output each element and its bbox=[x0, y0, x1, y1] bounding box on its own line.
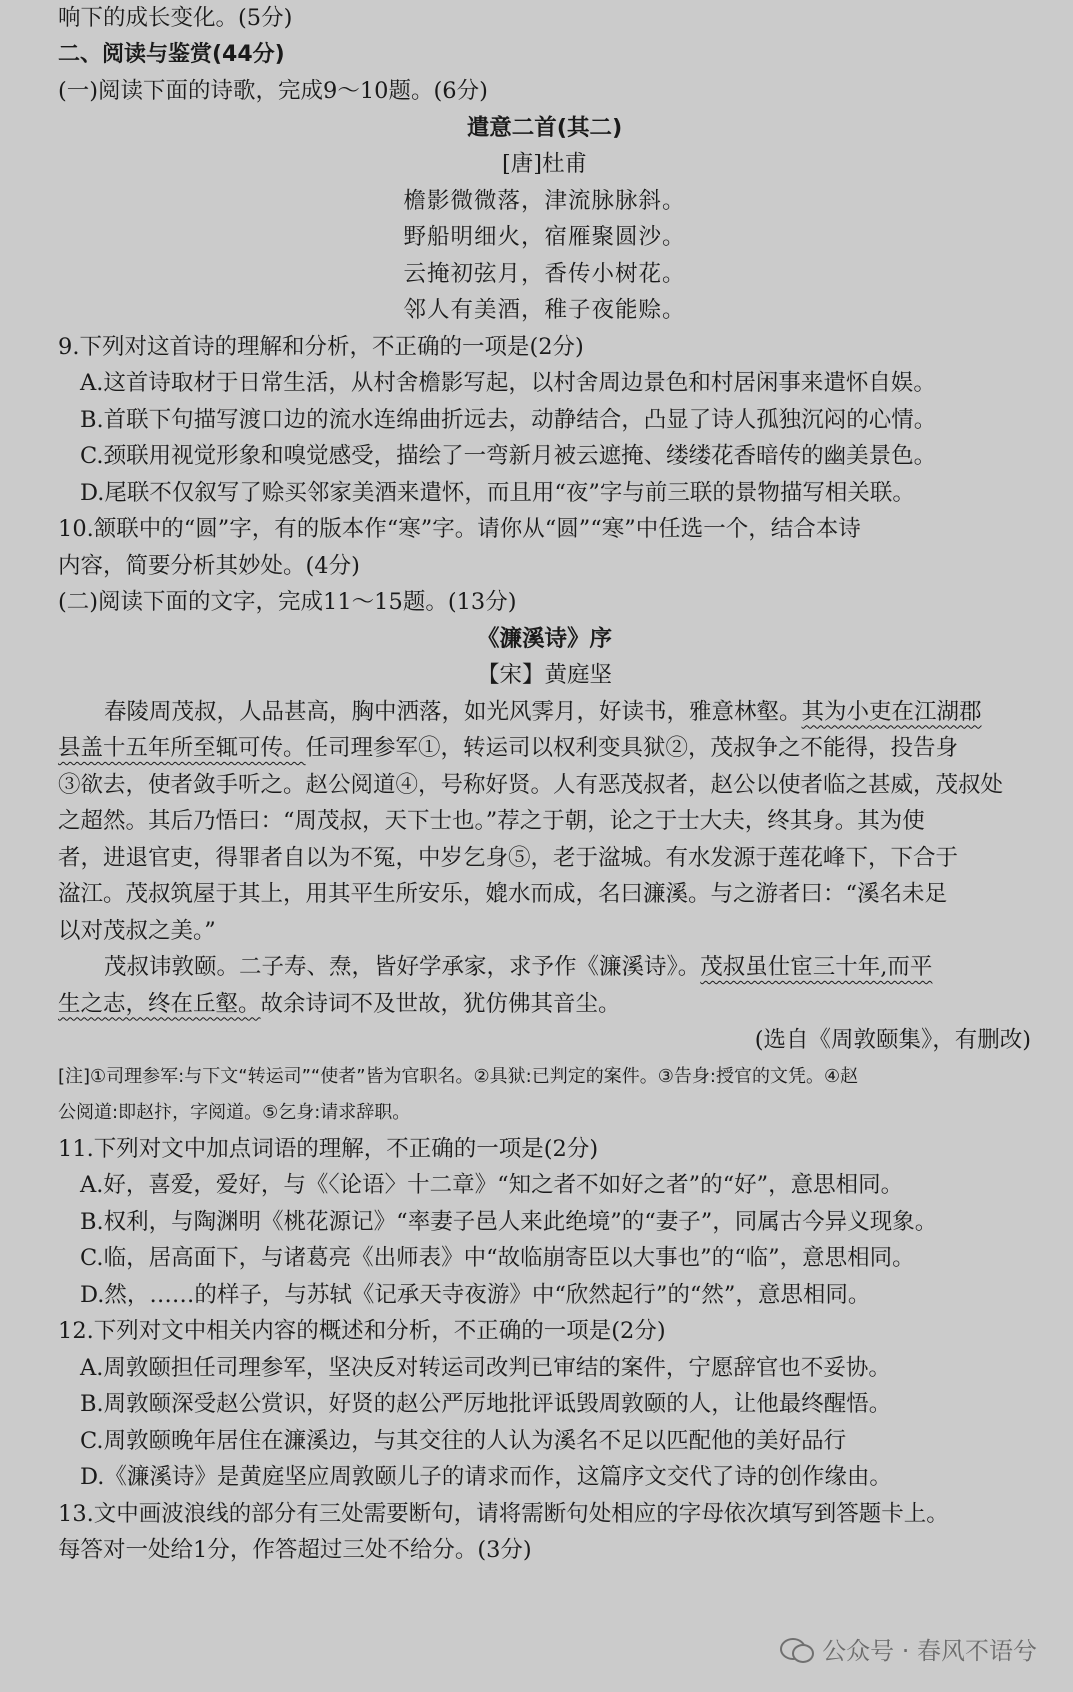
prose-author: 【宋】黄庭坚 bbox=[476, 662, 612, 688]
poem-line: 檐影微微落，津流脉脉斜。 bbox=[403, 187, 686, 214]
question-13: 13.文中画波浪线的部分有三处需要断句，请将需断句处相应的字母依次填写到答题卡上。 bbox=[58, 1500, 949, 1527]
prose-line bbox=[58, 694, 1031, 731]
q12-option-a: A.周敦颐担任司理参军，坚决反对转运司改判已审结的案件，宁愿辞官也不妥协。 bbox=[80, 1354, 891, 1381]
q9-option-d: D.尾联不仅叙写了赊买邻家美酒来遣怀，而且用“夜”字与前三联的景物描写相关联。 bbox=[80, 479, 915, 506]
prose-line: 之超然。其后乃悟曰：“周茂叔，天下士也。”荐之于朝，论之于士大夫，终其身。其为使 bbox=[58, 808, 925, 834]
poem-title: 遣意二首(其二) bbox=[466, 114, 623, 141]
wavy-underlined-text: 茂叔虽仕宦三十年,而平 bbox=[700, 954, 933, 980]
prose-line: 以对茂叔之美。” bbox=[58, 917, 216, 944]
poem-line: 邻人有美酒，稚子夜能赊。 bbox=[403, 297, 686, 323]
prose-text: 任司理参军①，转运司以权利变具狱②，茂叔争之不能得，投告身 bbox=[305, 735, 959, 761]
q11-option-b: B.权利，与陶渊明《桃花源记》“率妻子邑人来此绝境”的“妻子”，同属古今异义现象。 bbox=[80, 1208, 938, 1235]
watermark bbox=[780, 1631, 1037, 1666]
watermark-text: 公众号 · 春风不语兮 bbox=[822, 1637, 1037, 1665]
q12-option-c: C.周敦颐晚年居住在濂溪边，与其交往的人认为溪名不足以匹配他的美好品行 bbox=[80, 1427, 847, 1454]
q9-option-c: C.颈联用视觉形象和嗅觉感受，描绘了一弯新月被云遮掩、缕缕花香暗传的幽美景色。 bbox=[80, 443, 937, 469]
wavy-underlined-text: 县盖十五年所至辄可传。 bbox=[58, 735, 306, 761]
source-citation: (选自《周敦颐集》，有删改) bbox=[754, 1027, 1031, 1053]
prose-line bbox=[58, 730, 1031, 767]
wechat-icon bbox=[780, 1634, 814, 1664]
q12-option-d: D.《濂溪诗》是黄庭坚应周敦颐儿子的请求而作，这篇序文交代了诗的创作缘由。 bbox=[80, 1464, 892, 1490]
prose-line: ③欲去，使者敛手听之。赵公阅道④，号称好贤。人有恶茂叔者，赵公以使者临之甚威，茂叔处 bbox=[58, 771, 1004, 798]
q9-option-a: A.这首诗取材于日常生活，从村舍檐影写起，以村舍周边景色和村居闲事来遣怀自娱。 bbox=[80, 370, 936, 396]
q11-option-c: C.临，居高面下，与诸葛亮《出师表》中“故临崩寄臣以大事也”的“临”，意思相同。 bbox=[80, 1245, 915, 1271]
question-12: 12.下列对文中相关内容的概述和分析，不正确的一项是(2分) bbox=[58, 1318, 666, 1344]
q11-option-a: A.好，喜爱，爱好，与《〈论语〉十二章》“知之者不如好之者”的“好”，意思相同。 bbox=[80, 1172, 904, 1198]
q9-option-b: B.首联下句描写渡口边的流水连绵曲折远去，动静结合，凸显了诗人孤独沉闷的心情。 bbox=[80, 406, 937, 433]
prose-title: 《濂溪诗》序 bbox=[476, 625, 612, 652]
question-10-cont: 内容，简要分析其妙处。(4分) bbox=[58, 552, 360, 579]
footnote-line: 公阅道:即赵抃，字阅道。⑤乞身:请求辞职。 bbox=[58, 1101, 411, 1123]
part1-intro: (一)阅读下面的诗歌，完成9～10题。(6分) bbox=[58, 78, 488, 104]
prose-line bbox=[58, 986, 1031, 1023]
section-heading: 二、阅读与鉴赏(44分) bbox=[58, 41, 285, 67]
prose-text: 故余诗词不及世故，犹仿佛其音尘。 bbox=[260, 990, 621, 1017]
question-9: 9.下列对这首诗的理解和分析，不正确的一项是(2分) bbox=[58, 333, 584, 360]
question-13-cont: 每答对一处给1分，作答超过三处不给分。(3分) bbox=[58, 1537, 532, 1563]
poem-line: 云掩初弦月，香传小树花。 bbox=[403, 260, 686, 287]
footnote-line: [注]①司理参军:与下文“转运司”“使者”皆为官职名。②具狱:已判定的案件。③告身:授官的文凭。④赵 bbox=[58, 1065, 859, 1087]
prose-text: 春陵周茂叔，人品甚高，胸中洒落，如光风霁月，好读书，雅意林壑。 bbox=[104, 698, 802, 725]
wavy-underlined-text: 其为小吏在江湖郡 bbox=[801, 698, 982, 725]
prose-line bbox=[58, 949, 1031, 986]
wavy-underlined-text: 生之志，终在丘壑。 bbox=[58, 990, 261, 1017]
q12-option-b: B.周敦颐深受赵公赏识，好贤的赵公严厉地批评诋毁周敦颐的人，让他最终醒悟。 bbox=[80, 1391, 892, 1417]
question-10: 10.颔联中的“圆”字，有的版本作“寒”字。请你从“圆”“寒”中任选一个，结合本诗 bbox=[58, 516, 861, 542]
question-11: 11.下列对文中加点词语的理解，不正确的一项是(2分) bbox=[58, 1135, 599, 1162]
part2-intro: (二)阅读下面的文字，完成11～15题。(13分) bbox=[58, 589, 517, 615]
prose-line: 湓江。茂叔筑屋于其上，用其平生所安乐，媲水而成，名曰濂溪。与之游者曰：“溪名未足 bbox=[58, 881, 948, 907]
poem-author: [唐]杜甫 bbox=[501, 151, 588, 177]
text-line: 响下的成长变化。(5分) bbox=[58, 5, 293, 31]
prose-text: 茂叔讳敦颐。二子寿、焘，皆好学承家，求予作《濂溪诗》。 bbox=[104, 954, 701, 980]
prose-line: 者，进退官吏，得罪者自以为不冤，中岁乞身⑤，老于湓城。有水发源于莲花峰下，下合于 bbox=[58, 844, 959, 871]
poem-line: 野船明细火，宿雁聚圆沙。 bbox=[403, 224, 686, 250]
q11-option-d: D.然，……的样子，与苏轼《记承天寺夜游》中“欣然起行”的“然”，意思相同。 bbox=[80, 1281, 871, 1308]
